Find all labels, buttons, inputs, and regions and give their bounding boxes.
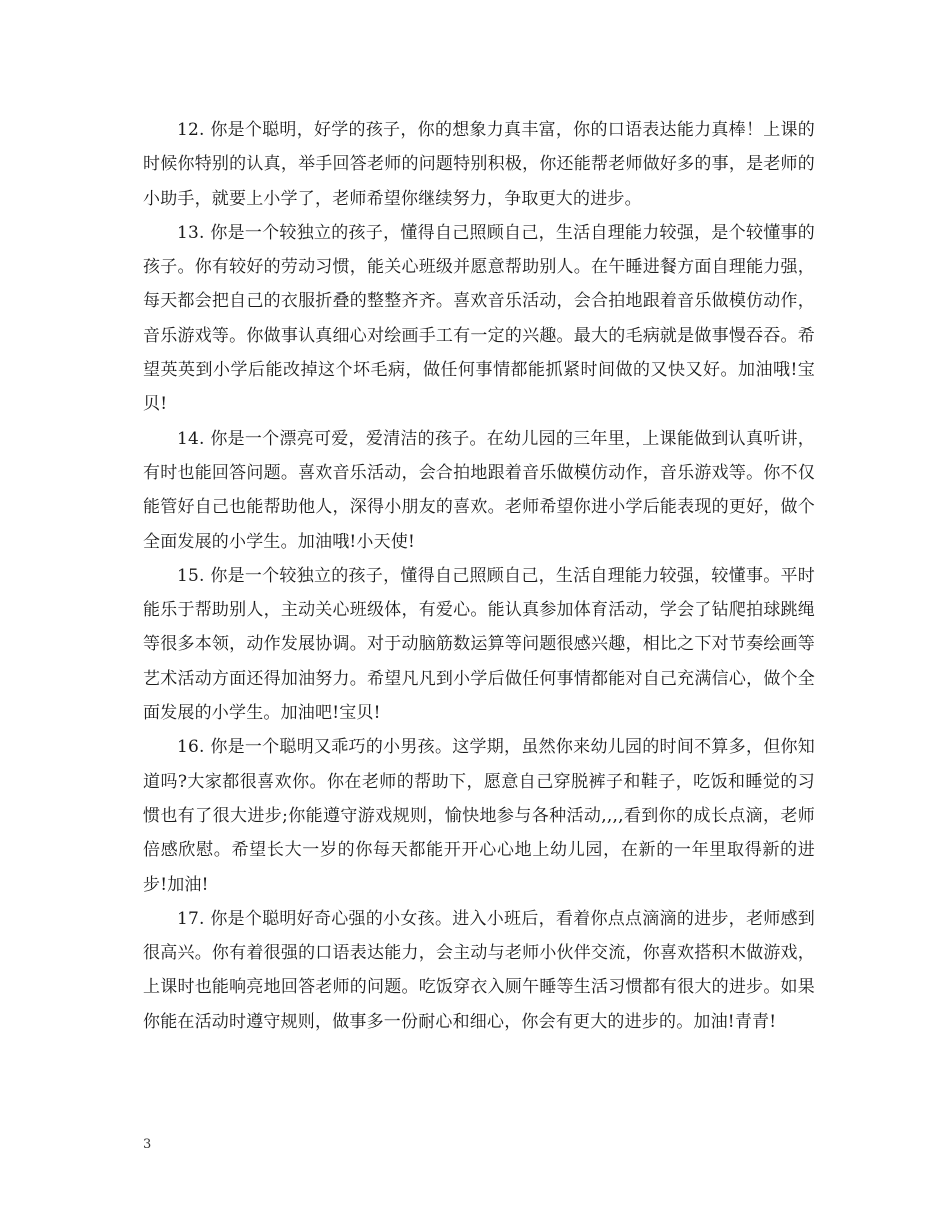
page-number: 3 xyxy=(143,1137,152,1152)
paragraph-16: 16. 你是一个聪明又乖巧的小男孩。这学期，虽然你来幼儿园的时间不算多，但你知道吗?大家都很喜欢你。你在老师的帮助下，愿意自己穿脱裤子和鞋子，吃饭和睡觉的习惯也有了很大进步;你能遵守游戏规则，愉快地参与各种活动,,,,看到你的成长点滴，老师倍感欣慰。希望长大一岁的你每天都能开开心心地上幼儿园，在新的一年里取得新的进步!加油! xyxy=(143,737,815,895)
paragraph-15: 15. 你是一个较独立的孩子，懂得自己照顾自己，生活自理能力较强，较懂事。平时能乐于帮助别人，主动关心班级体，有爱心。能认真参加体育活动，学会了钻爬拍球跳绳等很多本领，动作发展协调。对于动脑筋数运算等问题很感兴趣，相比之下对节奏绘画等艺术活动方面还得加油努力。希望凡凡到小学后做任何事情都能对自己充满信心，做个全面发展的小学生。加油吧!宝贝! xyxy=(143,565,815,724)
paragraph-14: 14. 你是一个漂亮可爱，爱清洁的孩子。在幼儿园的三年里，上课能做到认真听讲，有时也能回答问题。喜欢音乐活动，会合拍地跟着音乐做模仿动作，音乐游戏等。你不仅能管好自己也能帮助他人，深得小朋友的喜欢。老师希望你进小学后能表现的更好，做个全面发展的小学生。加油哦!小天使! xyxy=(143,428,815,552)
paragraph-12: 12. 你是个聪明，好学的孩子，你的想象力真丰富，你的口语表达能力真棒！上课的时候你特别的认真，举手回答老师的问题特别积极，你还能帮老师做好多的事，是老师的小助手，就要上小学了，老师希望你继续努力，争取更大的进步。 xyxy=(143,120,815,209)
paragraph-17: 17. 你是个聪明好奇心强的小女孩。进入小班后，看着你点点滴滴的进步，老师感到很高兴。你有着很强的口语表达能力，会主动与老师小伙伴交流，你喜欢搭积木做游戏，上课时也能响亮地回答老师的问题。吃饭穿衣入厕午睡等生活习惯都有很大的进步。如果你能在活动时遵守规则，做事多一份耐心和细心，你会有更大的进步的。加油!青青! xyxy=(143,908,815,1032)
paragraph-13: 13. 你是一个较独立的孩子，懂得自己照顾自己，生活自理能力较强，是个较懂事的孩子。你有较好的劳动习惯，能关心班级并愿意帮助别人。在午睡进餐方面自理能力强，每天都会把自己的衣服折叠的整整齐齐。喜欢音乐活动，会合拍地跟着音乐做模仿动作，音乐游戏等。你做事认真细心对绘画手工有一定的兴趣。最大的毛病就是做事慢吞吞。希望英英到小学后能改掉这个坏毛病，做任何事情都能抓紧时间做的又快又好。加油哦!宝贝! xyxy=(143,222,815,415)
document-body xyxy=(143,113,815,1039)
